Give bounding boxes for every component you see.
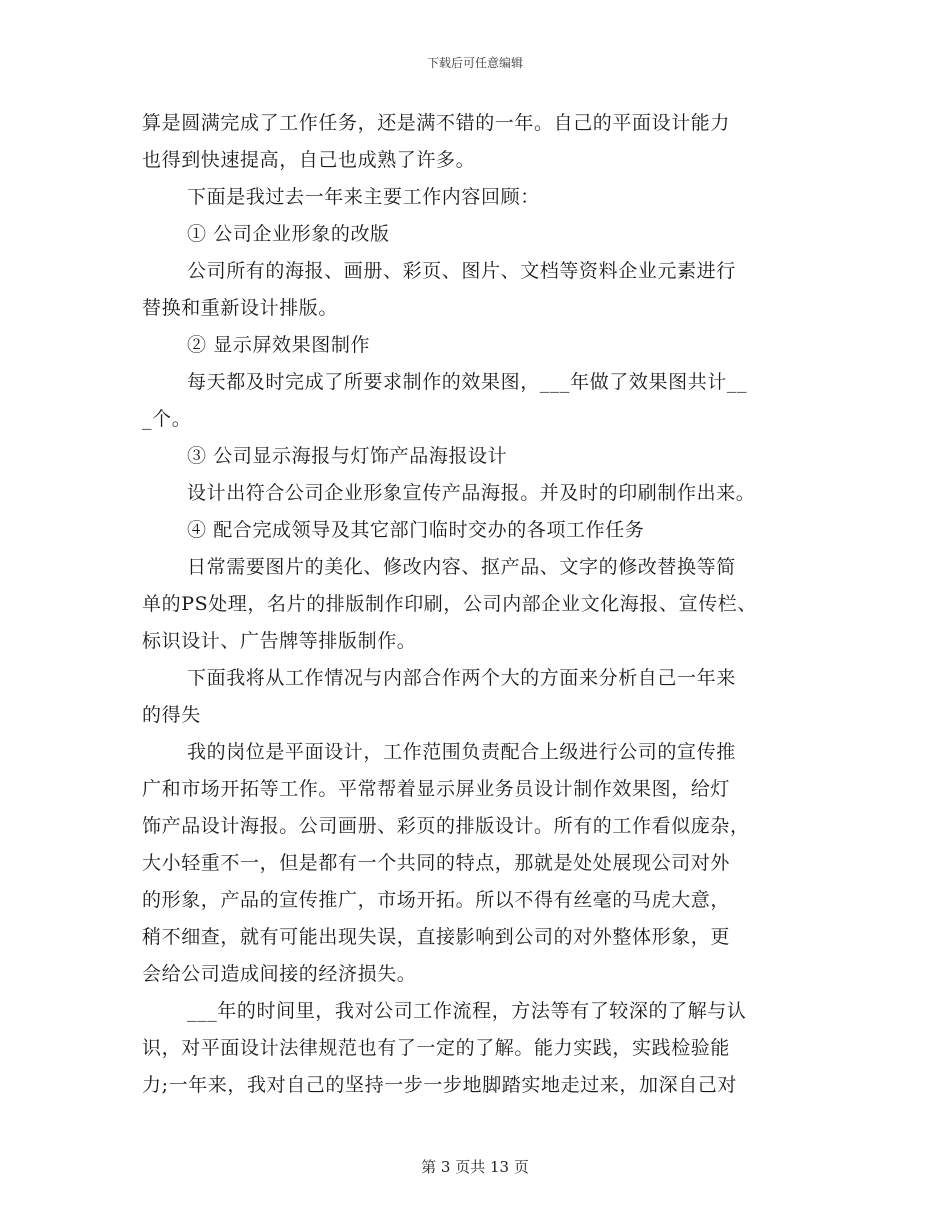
paragraph-line: 大小轻重不一，但是都有一个共同的特点，那就是处处展现公司对外 xyxy=(142,852,731,874)
paragraph-line: 的得失 xyxy=(142,704,201,726)
paragraph-line: 广和市场开拓等工作。平常帮着显示屏业务员设计制作效果图，给灯 xyxy=(142,778,731,800)
paragraph-line: _个。 xyxy=(142,408,192,430)
paragraph-line: 单的PS处理，名片的排版制作印刷，公司内部企业文化海报、宣传栏、 xyxy=(142,593,758,615)
paragraph-line: 公司所有的海报、画册、彩页、图片、文档等资料企业元素进行 xyxy=(187,260,736,282)
paragraph-line: 替换和重新设计排版。 xyxy=(142,297,339,319)
paragraph-line: 标识设计、广告牌等排版制作。 xyxy=(142,630,417,652)
document-body xyxy=(142,105,812,1104)
paragraph-line: 算是圆满完成了工作任务，还是满不错的一年。自己的平面设计能力 xyxy=(142,112,731,134)
paragraph-line: 力;一年来，我对自己的坚持一步一步地脚踏实地走过来，加深自己对 xyxy=(142,1074,738,1096)
paragraph-line: 下面是我过去一年来主要工作内容回顾： xyxy=(187,186,540,208)
paragraph-line: 的形象，产品的宣传推广，市场开拓。所以不得有丝毫的马虎大意， xyxy=(142,889,731,911)
paragraph-line: 饰产品设计海报。公司画册、彩页的排版设计。所有的工作看似庞杂， xyxy=(142,815,750,837)
paragraph-line: 会给公司造成间接的经济损失。 xyxy=(142,963,417,985)
page-header: 下载后可任意编辑 xyxy=(426,56,523,70)
paragraph-line: 日常需要图片的美化、修改内容、抠产品、文字的修改替换等简 xyxy=(187,556,736,578)
paragraph-line: 我的岗位是平面设计，工作范围负责配合上级进行公司的宣传推 xyxy=(187,741,736,763)
paragraph-line: 下面我将从工作情况与内部合作两个大的方面来分析自己一年来 xyxy=(187,667,736,689)
paragraph-line: 每天都及时完成了所要求制作的效果图，___年做了效果图共计__ xyxy=(187,371,748,393)
section-heading: ③ 公司显示海报与灯饰产品海报设计 xyxy=(187,445,508,467)
page-number-footer: 第 3 页共 13 页 xyxy=(421,1158,529,1176)
paragraph-line: 稍不细查，就有可能出现失误，直接影响到公司的对外整体形象，更 xyxy=(142,926,731,948)
section-heading: ④ 配合完成领导及其它部门临时交办的各项工作任务 xyxy=(187,519,645,541)
paragraph-line: ___年的时间里，我对公司工作流程，方法等有了较深的了解与认 xyxy=(187,1000,747,1022)
paragraph-line: 设计出符合公司企业形象宣传产品海报。并及时的印刷制作出来。 xyxy=(187,482,756,504)
section-heading: ① 公司企业形象的改版 xyxy=(187,223,390,245)
section-heading: ② 显示屏效果图制作 xyxy=(187,334,371,356)
paragraph-line: 识，对平面设计法律规范也有了一定的了解。能力实践，实践检验能 xyxy=(142,1037,731,1059)
paragraph-line: 也得到快速提高，自己也成熟了许多。 xyxy=(142,149,476,171)
